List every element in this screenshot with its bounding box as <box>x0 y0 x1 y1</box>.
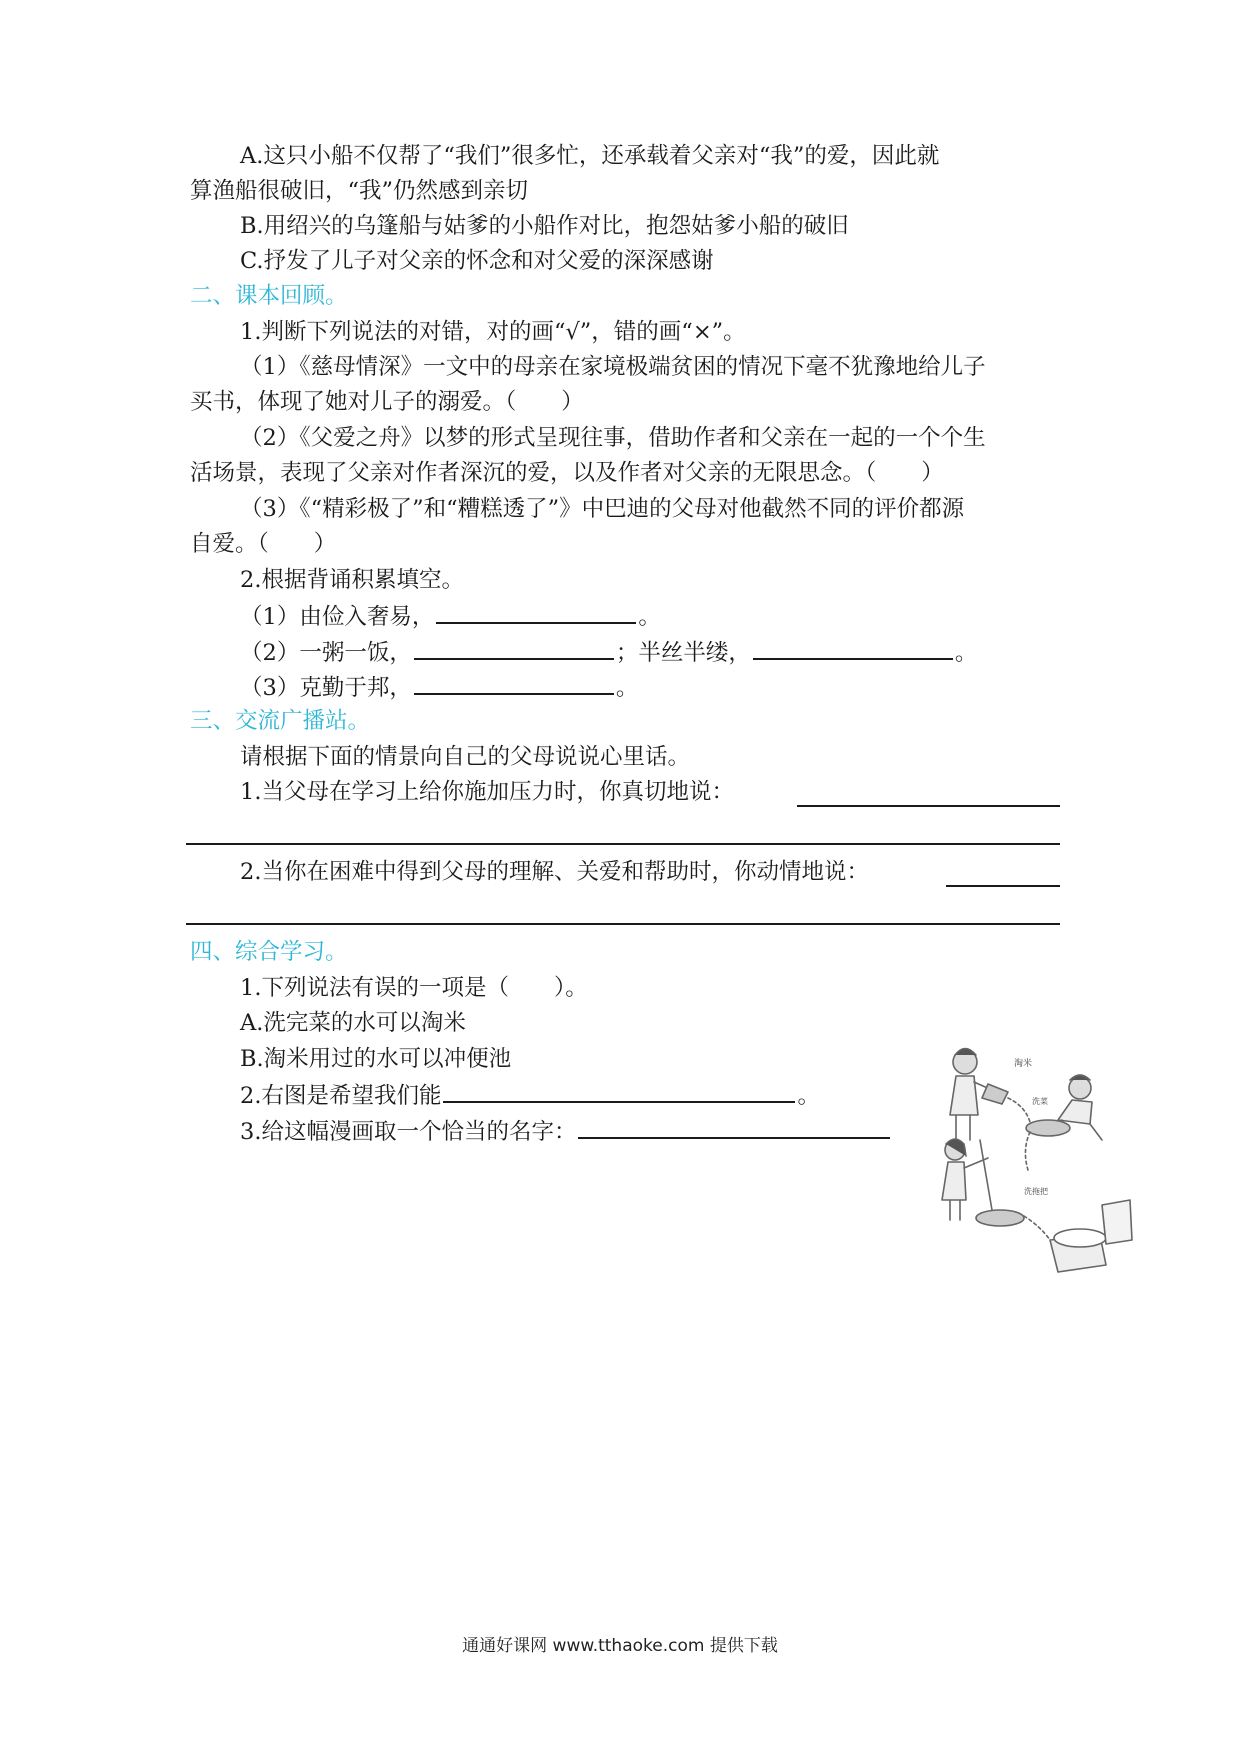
answer-line-2a[interactable] <box>946 885 1060 887</box>
judge-item-3-line2[interactable]: 自爱。（ ） <box>190 531 337 557</box>
answer-line-1a[interactable] <box>797 805 1060 807</box>
section-heading-review: 二、课本回顾。 <box>190 283 348 309</box>
question-fill-title: 2.根据背诵积累填空。 <box>240 567 464 593</box>
fill-item-2-mid: ；半丝半缕， <box>615 640 751 666</box>
comprehensive-option-b: B.淘米用过的水可以冲便池 <box>240 1046 512 1072</box>
option-a-line1: A.这只小船不仅帮了“我们”很多忙，还承载着父亲对“我”的爱，因此就 <box>240 143 940 169</box>
option-b: B.用绍兴的乌篷船与姑爹的小船作对比，抱怨姑爹小船的破旧 <box>240 213 849 239</box>
judge-item-1-line2[interactable]: 买书，体现了她对儿子的溺爱。（ ） <box>190 389 584 415</box>
broadcast-question-2: 2.当你在困难中得到父母的理解、关爱和帮助时，你动情地说： <box>240 859 869 885</box>
comprehensive-question-1[interactable]: 1.下列说法有误的一项是（ ）。 <box>240 975 588 1001</box>
answer-line-1b[interactable] <box>186 843 1060 845</box>
broadcast-intro: 请根据下面的情景向自己的父母说说心里话。 <box>240 744 691 770</box>
comprehensive-option-a: A.洗完菜的水可以淘米 <box>240 1010 466 1036</box>
comprehensive-blank-3[interactable] <box>578 1115 890 1139</box>
section-heading-broadcast: 三、交流广播站。 <box>190 708 371 734</box>
fill-blank-3[interactable] <box>414 671 614 695</box>
fill-item-3-prefix: （3）克勤于邦， <box>240 675 412 701</box>
judge-item-2-line1: （2）《父爱之舟》以梦的形式呈现往事，借助作者和父亲在一起的一个个生 <box>240 425 986 451</box>
question-judge-title: 1.判断下列说法的对错，对的画“√”，错的画“×”。 <box>240 319 746 345</box>
fill-blank-2a[interactable] <box>414 636 614 660</box>
judge-item-3-line1: （3）《“精彩极了”和“糟糕透了”》中巴迪的父母对他截然不同的评价都源 <box>240 496 965 522</box>
section-heading-comprehensive: 四、综合学习。 <box>190 939 348 965</box>
comprehensive-blank-2[interactable] <box>443 1079 795 1103</box>
comprehensive-question-2-suffix: 。 <box>797 1083 820 1109</box>
fill-item-1 <box>240 600 661 632</box>
label-veg: 洗菜 <box>1032 1097 1048 1106</box>
judge-item-2-line2[interactable]: 活场景，表现了父亲对作者深沉的爱，以及作者对父亲的无限思念。（ ） <box>190 460 944 486</box>
fill-item-3 <box>240 671 638 703</box>
fill-blank-1[interactable] <box>436 600 636 624</box>
option-c: C.抒发了儿子对父亲的怀念和对父爱的深深感谢 <box>240 248 714 274</box>
fill-item-3-suffix: 。 <box>615 675 639 701</box>
judge-item-1-line1: （1）《慈母情深》一文中的母亲在家境极端贫困的情况下毫不犹豫地给儿子 <box>240 354 986 380</box>
comprehensive-question-2-prefix: 2.右图是希望我们能 <box>240 1083 442 1109</box>
comprehensive-question-3-text: 3.给这幅漫画取一个恰当的名字： <box>240 1119 577 1145</box>
broadcast-question-1: 1.当父母在学习上给你施加压力时，你真切地说： <box>240 779 734 805</box>
label-mop: 洗拖把 <box>1024 1187 1048 1196</box>
fill-item-1-prefix: （1）由俭入奢易， <box>240 604 435 630</box>
comprehensive-question-2 <box>240 1079 820 1111</box>
option-a-line2: 算渔船很破旧，“我”仍然感到亲切 <box>190 178 529 204</box>
comprehensive-question-3 <box>240 1115 892 1147</box>
fill-blank-2b[interactable] <box>753 636 953 660</box>
answer-line-2b[interactable] <box>186 923 1060 925</box>
label-rice: 淘米 <box>1014 1059 1033 1069</box>
fill-item-2-prefix: （2）一粥一饭， <box>240 640 412 666</box>
fill-item-1-suffix: 。 <box>638 604 661 630</box>
fill-item-2 <box>240 636 977 668</box>
page-footer: 通通好课网 www.tthaoke.com 提供下载 <box>462 1636 778 1656</box>
fill-item-2-suffix: 。 <box>954 640 978 666</box>
water-saving-cartoon-illustration <box>930 1040 1140 1280</box>
